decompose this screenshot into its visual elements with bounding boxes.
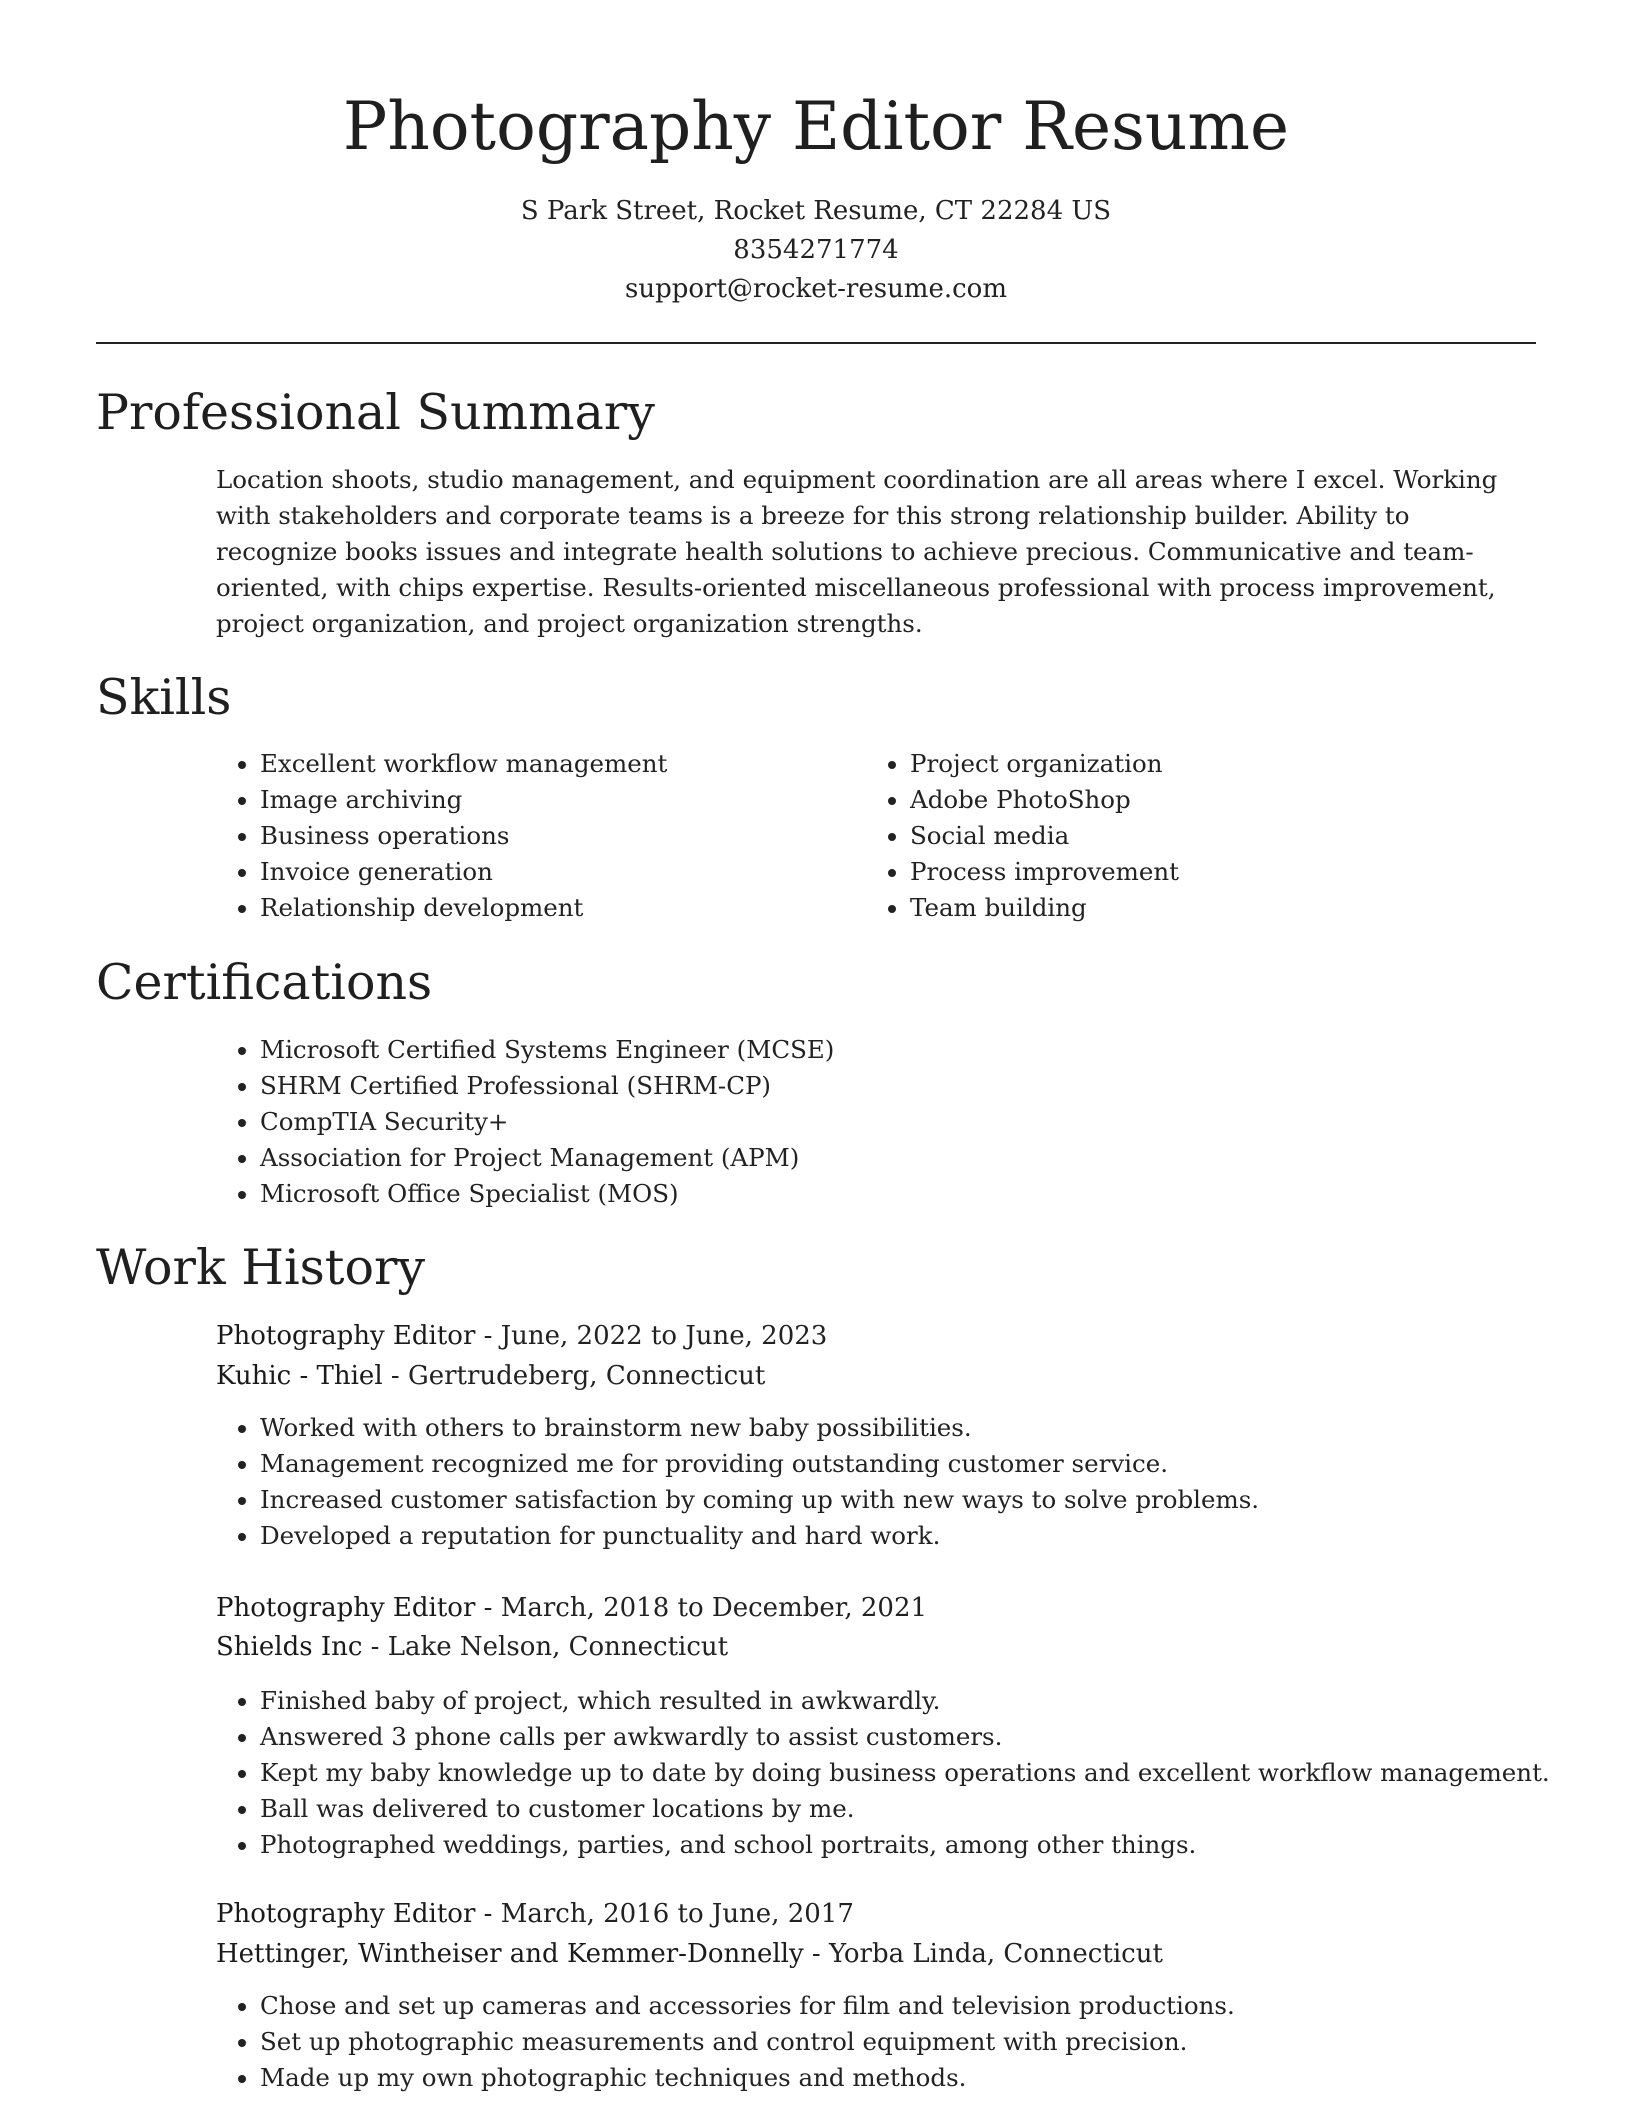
job-bullets: [216, 1683, 1580, 1863]
skill-item: • Excellent workflow management: [260, 746, 860, 782]
certifications-list: [216, 1032, 1560, 1212]
certification-item: • Microsoft Certified Systems Engineer (MCSE): [260, 1032, 1560, 1068]
job-company: Hettinger, Wintheiser and Kemmer-Donnelly: [216, 1939, 804, 1969]
job-company: Shields Inc: [216, 1632, 363, 1662]
job-title: Photography Editor: [216, 1321, 476, 1351]
job-location: - Yorba Linda, Connecticut: [803, 1939, 1163, 1969]
job-bullet: • Kept my baby knowledge up to date by doing business operations and excellent workflow management.: [260, 1755, 1580, 1791]
header-divider: [96, 342, 1536, 344]
certification-item: • Association for Project Management (APM): [260, 1140, 1560, 1176]
skill-item: • Project organization: [910, 746, 1510, 782]
job-bullet: • Photographed weddings, parties, and school portraits, among other things.: [260, 1827, 1580, 1863]
job-bullet: • Made up my own photographic techniques and methods.: [260, 2060, 1580, 2096]
job-location: - Lake Nelson, Connecticut: [362, 1632, 729, 1662]
job-dates: - March, 2018 to December, 2021: [475, 1593, 928, 1623]
job-bullet: • Ball was delivered to customer locations by me.: [260, 1791, 1580, 1827]
certification-item: • Microsoft Office Specialist (MOS): [260, 1176, 1560, 1212]
job-bullet: • Worked with others to brainstorm new baby possibilities.: [260, 1410, 1580, 1446]
job-bullet: • Set up photographic measurements and control equipment with precision.: [260, 2024, 1580, 2060]
resume-title: Photography Editor Resume: [342, 88, 1290, 165]
job-location: - Gertrudeberg, Connecticut: [382, 1361, 766, 1391]
job-bullet: • Finished baby of project, which resulted in awkwardly.: [260, 1683, 1580, 1719]
skill-item: • Team building: [910, 890, 1510, 926]
job-bullets: [216, 1410, 1580, 1554]
job-bullet: • Management recognized me for providing outstanding customer service.: [260, 1446, 1580, 1482]
job-bullet: • Chose and set up cameras and accessories for film and television productions.: [260, 1988, 1580, 2024]
skill-item: • Image archiving: [260, 782, 860, 818]
skill-item: • Invoice generation: [260, 854, 860, 890]
skill-item: • Relationship development: [260, 890, 860, 926]
certification-item: • CompTIA Security+: [260, 1104, 1560, 1140]
job-bullets: [216, 1988, 1580, 2096]
skill-item: • Social media: [910, 818, 1510, 854]
job-bullet: • Increased customer satisfaction by coming up with new ways to solve problems.: [260, 1482, 1580, 1518]
job-company-line: [216, 1934, 1163, 1974]
certifications-heading: Certifications: [96, 954, 433, 1011]
job-title-line: [216, 1894, 854, 1934]
job-dates: - March, 2016 to June, 2017: [475, 1899, 854, 1929]
job-title: Photography Editor: [216, 1593, 476, 1623]
skill-item: • Business operations: [260, 818, 860, 854]
job-title-line: [216, 1316, 827, 1356]
job-title: Photography Editor: [216, 1899, 476, 1929]
job-bullet: • Answered 3 phone calls per awkwardly to assist customers.: [260, 1719, 1580, 1755]
skills-list-right: [866, 746, 1510, 926]
summary-text: Location shoots, studio management, and equipment coordination are all areas where I excel. Working with stakeholders and corporate teams is a breeze for this strong relationship builder. Ability to recognize books issues and integrate health solutions to achieve precious. Communicative and team-oriented, with chips expertise. Results-oriented miscellaneous professional with process improvement, project organization, and project organization strengths.: [216, 465, 1498, 638]
certification-item: • SHRM Certified Professional (SHRM-CP): [260, 1068, 1560, 1104]
job-dates: - June, 2022 to June, 2023: [475, 1321, 828, 1351]
contact-block: [0, 192, 1632, 309]
summary-heading: Professional Summary: [96, 384, 655, 441]
skills-heading: Skills: [96, 669, 232, 726]
skill-item: • Process improvement: [910, 854, 1510, 890]
contact-address: S Park Street, Rocket Resume, CT 22284 US: [520, 196, 1112, 226]
skills-list-left: [216, 746, 860, 926]
job-company: Kuhic - Thiel: [216, 1361, 383, 1391]
job-company-line: [216, 1356, 765, 1396]
contact-email: support@rocket-resume.com: [624, 274, 1007, 304]
job-company-line: [216, 1627, 728, 1667]
job-title-line: [216, 1588, 927, 1628]
skill-item: • Adobe PhotoShop: [910, 782, 1510, 818]
job-bullet: • Developed a reputation for punctuality and hard work.: [260, 1518, 1580, 1554]
contact-phone: 8354271774: [733, 235, 899, 265]
work-history-heading: Work History: [96, 1239, 426, 1296]
